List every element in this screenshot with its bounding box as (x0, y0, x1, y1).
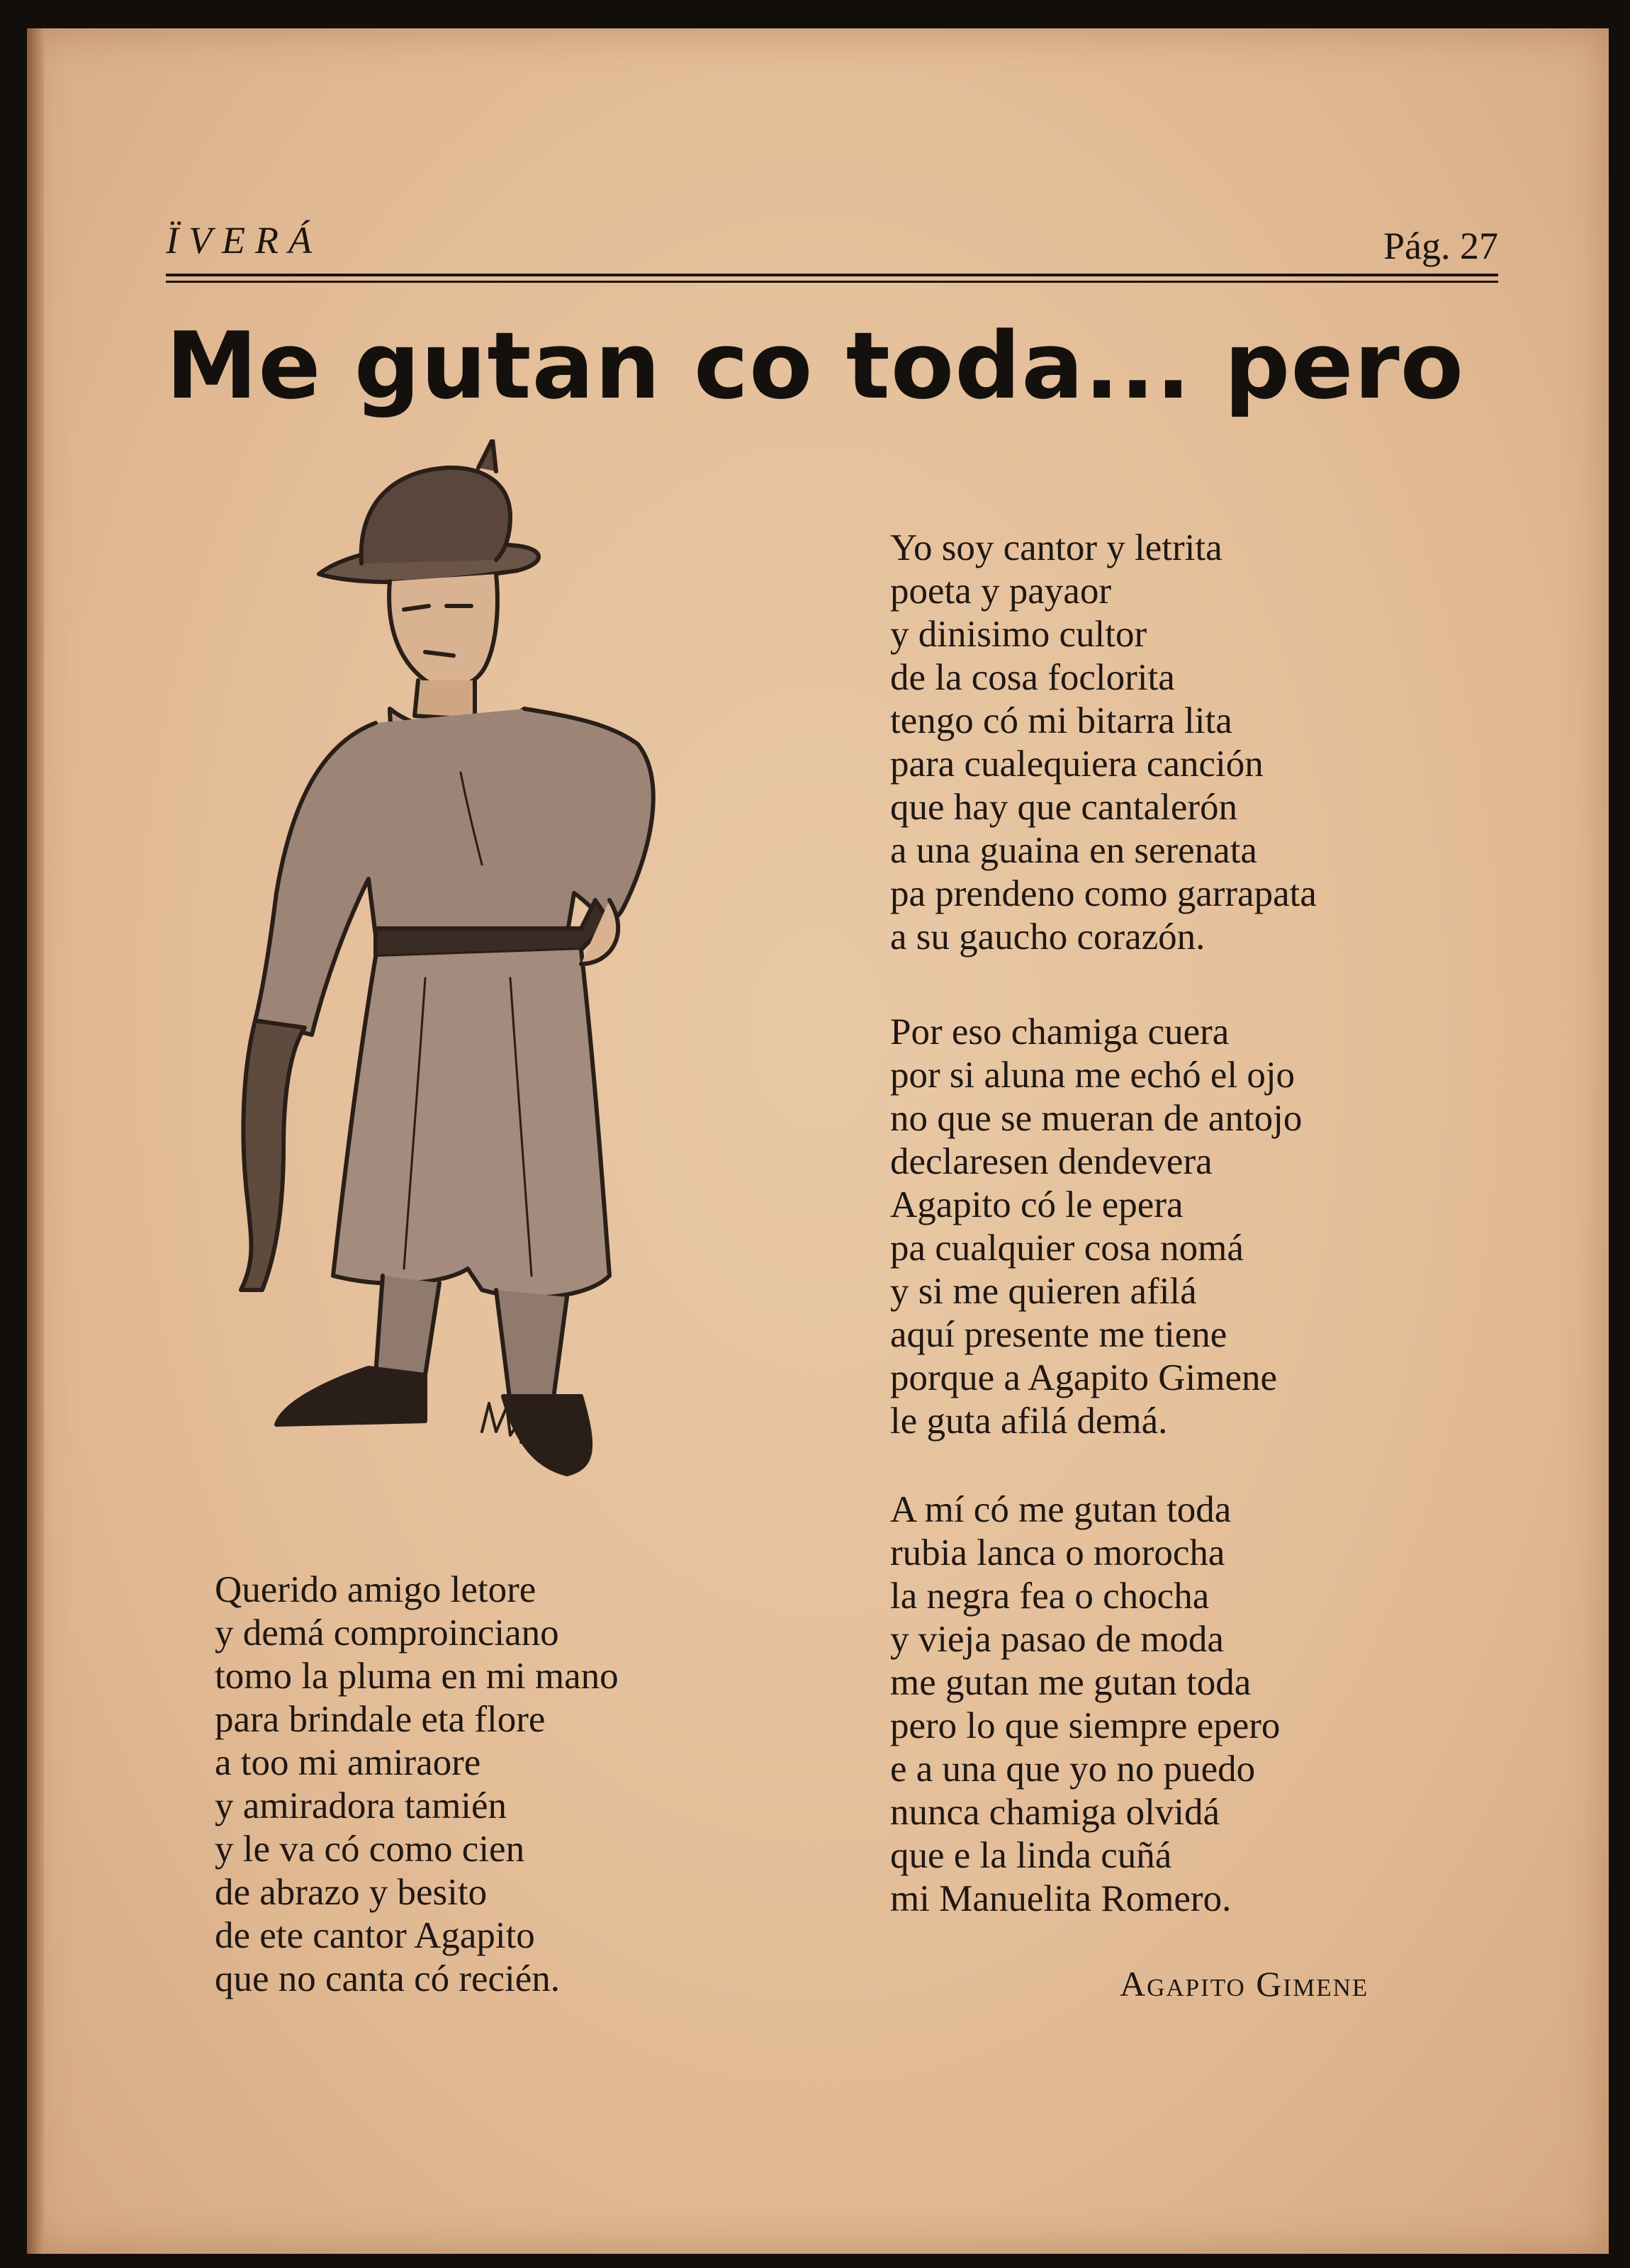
verse-line: y amiradora tamién (215, 1785, 507, 1826)
verse-line: que hay que cantalerón (890, 787, 1238, 828)
verse-line: poeta y payaor (890, 571, 1111, 612)
verse-line: pero lo que siempre epero (890, 1705, 1281, 1746)
left-boot (276, 1368, 425, 1425)
page-number: Pág. 27 (1383, 225, 1498, 267)
article-title: Me gutan co toda... pero (165, 312, 1464, 420)
header-rule (166, 274, 1498, 276)
verse-line: a too mi amiraore (215, 1742, 481, 1783)
verse-line: a su gaucho corazón. (890, 916, 1205, 958)
verse-line: y le va có como cien (215, 1829, 525, 1870)
right-boot (503, 1396, 590, 1474)
hat-crown (361, 468, 510, 563)
verse-line: Querido amigo letore (215, 1569, 536, 1610)
verse-line: para cualequiera canción (890, 743, 1264, 785)
verse-line: y vieja pasao de moda (890, 1619, 1224, 1660)
verse-line: de la cosa foclorita (890, 657, 1175, 698)
verse-line: pa cualquier cosa nomá (890, 1228, 1244, 1269)
face (389, 574, 498, 687)
verse-line: para brindale eta flore (215, 1699, 546, 1740)
verse-line: por si aluna me echó el ojo (890, 1055, 1295, 1096)
verse-line: rubia lanca o morocha (890, 1532, 1225, 1573)
verse-line: Agapito có le epera (890, 1184, 1184, 1225)
verse-line: me gutan me gutan toda (890, 1662, 1252, 1703)
verse-line: que e la linda cuñá (890, 1835, 1172, 1876)
verse-line: de abrazo y besito (215, 1872, 488, 1913)
verse-line: Por eso chamiga cuera (890, 1011, 1230, 1052)
rebenque (241, 1021, 305, 1290)
stanza-3 (890, 1488, 1280, 1921)
verse-line: nunca chamiga olvidá (890, 1792, 1220, 1833)
page-header (166, 200, 1498, 285)
verse-line: e a una que yo no puedo (890, 1748, 1256, 1790)
verse-line: no que se mueran de antojo (890, 1098, 1303, 1139)
verse-line: y si me quieren afilá (890, 1271, 1197, 1312)
magazine-title: ÏVERÁ (166, 219, 322, 262)
verse-line: pa prendeno como garrapata (890, 873, 1317, 914)
verse-line: que no canta có recién. (215, 1958, 561, 1999)
chiripa (333, 950, 609, 1297)
author-signature: Agapito Gimene (1120, 1964, 1369, 2004)
gaucho-figure-icon (213, 439, 794, 1517)
verse-line: mi Manuelita Romero. (890, 1878, 1232, 1919)
verse-line: le guta afilá demá. (890, 1400, 1168, 1442)
dedication-stanza (215, 1568, 619, 2001)
verse-line: de ete cantor Agapito (215, 1915, 535, 1956)
verse-line: a una guaina en serenata (890, 830, 1257, 871)
verse-line: y dinisimo cultor (890, 614, 1147, 655)
verse-line: tengo có mi bitarra lita (890, 700, 1232, 741)
verse-line: porque a Agapito Gimene (890, 1357, 1278, 1398)
stanza-1 (890, 527, 1317, 959)
verse-line: aquí presente me tiene (890, 1314, 1227, 1355)
verse-line: Yo soy cantor y letrita (890, 527, 1222, 568)
verse-line: y demá comproinciano (215, 1612, 559, 1654)
verse-line: A mí có me gutan toda (890, 1489, 1232, 1530)
verse-line: tomo la pluma en mi mano (215, 1656, 619, 1697)
verse-line: declaresen dendevera (890, 1141, 1213, 1182)
header-rule-double (166, 281, 1498, 283)
stanza-2 (890, 1011, 1302, 1443)
verse-line: la negra fea o chocha (890, 1576, 1210, 1617)
